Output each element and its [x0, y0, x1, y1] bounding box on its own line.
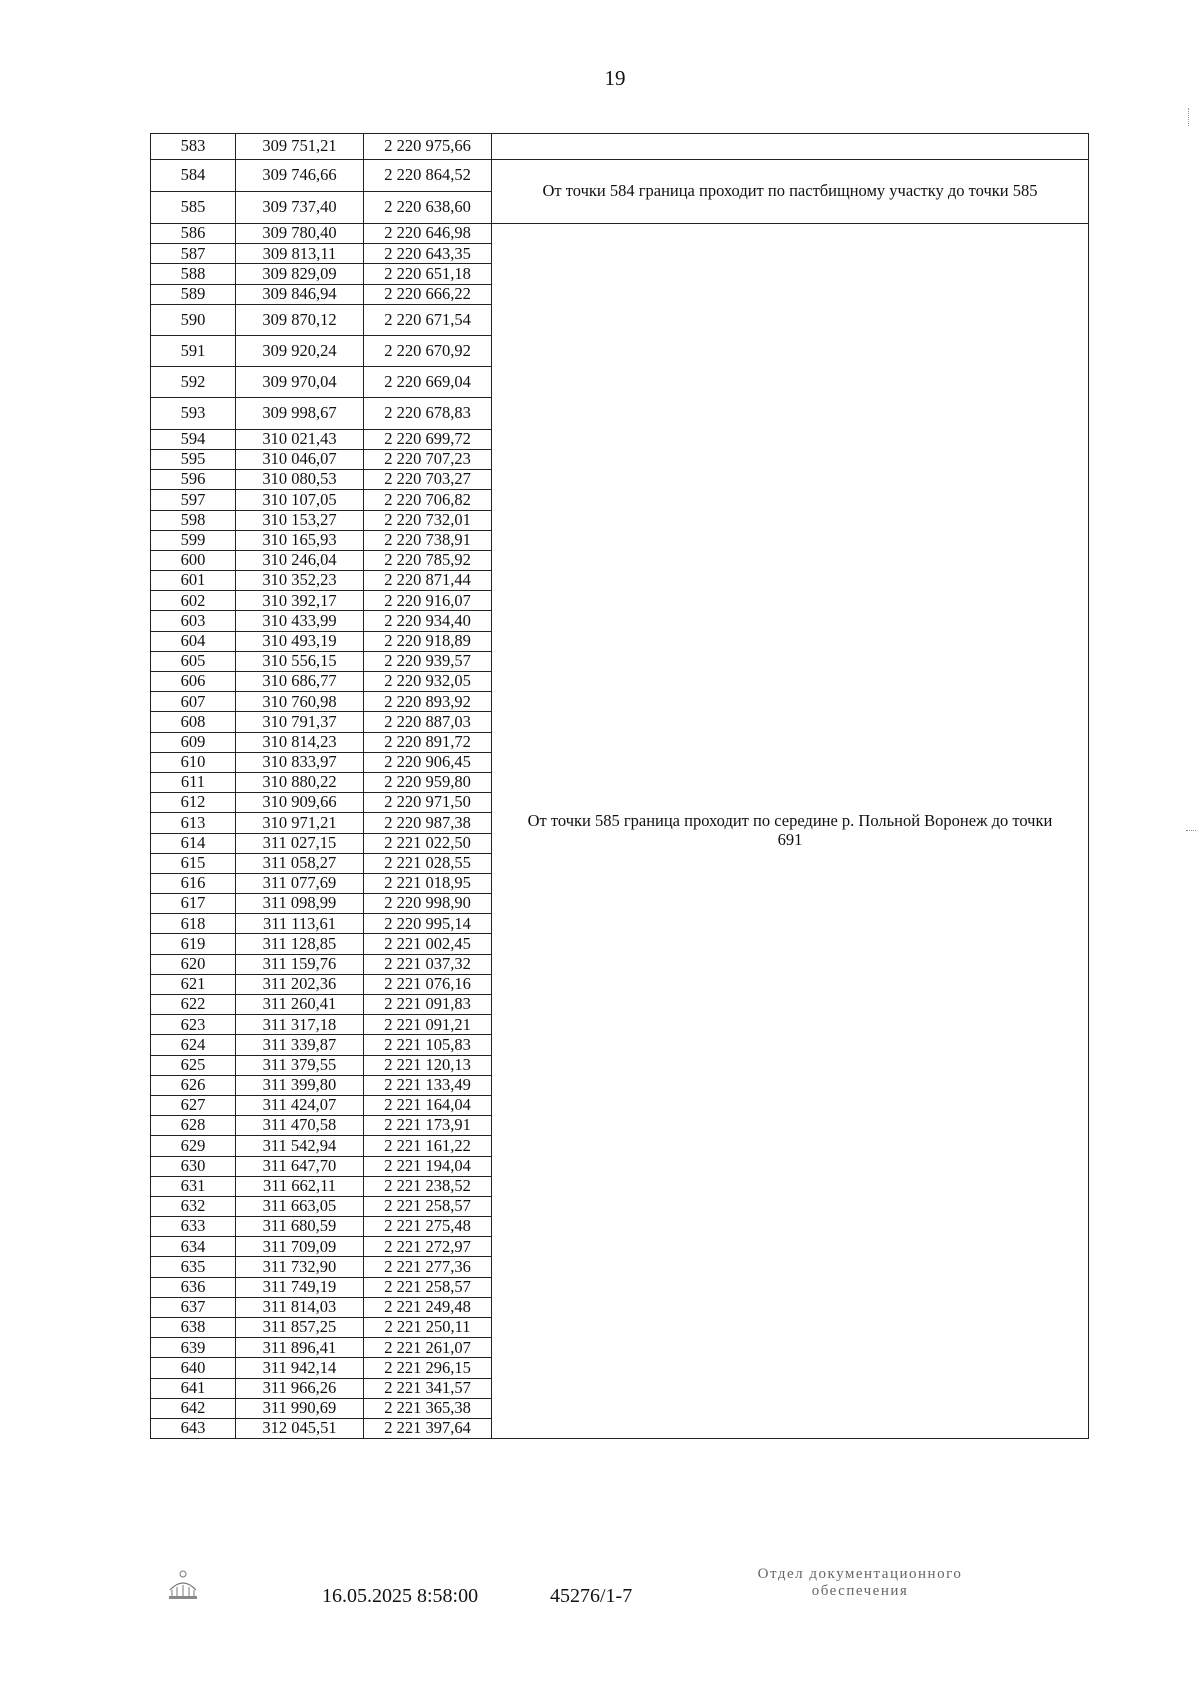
x-coordinate-cell: 311 749,19: [236, 1277, 364, 1297]
x-coordinate-cell: 310 971,21: [236, 813, 364, 833]
y-coordinate-cell: 2 220 998,90: [364, 894, 492, 914]
x-coordinate-cell: 310 107,05: [236, 490, 364, 510]
point-number-cell: 584: [151, 160, 236, 192]
y-coordinate-cell: 2 220 959,80: [364, 772, 492, 792]
x-coordinate-cell: 310 760,98: [236, 692, 364, 712]
y-coordinate-cell: 2 220 934,40: [364, 611, 492, 631]
y-coordinate-cell: 2 221 173,91: [364, 1116, 492, 1136]
point-number-cell: 614: [151, 833, 236, 853]
point-number-cell: 622: [151, 995, 236, 1015]
x-coordinate-cell: 310 833,97: [236, 752, 364, 772]
point-number-cell: 598: [151, 510, 236, 530]
table-row: [151, 160, 1089, 192]
x-coordinate-cell: 311 317,18: [236, 1015, 364, 1035]
y-coordinate-cell: 2 220 987,38: [364, 813, 492, 833]
point-number-cell: 620: [151, 954, 236, 974]
y-coordinate-cell: 2 221 161,22: [364, 1136, 492, 1156]
y-coordinate-cell: 2 220 893,92: [364, 692, 492, 712]
y-coordinate-cell: 2 221 105,83: [364, 1035, 492, 1055]
y-coordinate-cell: 2 221 028,55: [364, 853, 492, 873]
point-number-cell: 599: [151, 530, 236, 550]
footer-document-code: 45276/1-7: [550, 1585, 633, 1607]
point-number-cell: 591: [151, 335, 236, 366]
point-number-cell: 608: [151, 712, 236, 732]
y-coordinate-cell: 2 221 120,13: [364, 1055, 492, 1075]
point-number-cell: 593: [151, 397, 236, 429]
point-number-cell: 612: [151, 793, 236, 813]
point-number-cell: 624: [151, 1035, 236, 1055]
point-number-cell: 637: [151, 1297, 236, 1317]
x-coordinate-cell: 311 542,94: [236, 1136, 364, 1156]
y-coordinate-cell: 2 220 666,22: [364, 284, 492, 304]
y-coordinate-cell: 2 221 133,49: [364, 1075, 492, 1095]
point-number-cell: 607: [151, 692, 236, 712]
y-coordinate-cell: 2 221 261,07: [364, 1338, 492, 1358]
point-number-cell: 611: [151, 772, 236, 792]
x-coordinate-cell: 311 709,09: [236, 1237, 364, 1257]
x-coordinate-cell: 309 970,04: [236, 366, 364, 397]
y-coordinate-cell: 2 221 250,11: [364, 1318, 492, 1338]
point-number-cell: 594: [151, 429, 236, 449]
point-number-cell: 592: [151, 366, 236, 397]
x-coordinate-cell: 310 880,22: [236, 772, 364, 792]
x-coordinate-cell: 311 896,41: [236, 1338, 364, 1358]
point-number-cell: 587: [151, 244, 236, 264]
y-coordinate-cell: 2 220 891,72: [364, 732, 492, 752]
x-coordinate-cell: 310 165,93: [236, 530, 364, 550]
y-coordinate-cell: 2 220 971,50: [364, 793, 492, 813]
x-coordinate-cell: 310 791,37: [236, 712, 364, 732]
x-coordinate-cell: 311 339,87: [236, 1035, 364, 1055]
x-coordinate-cell: 310 352,23: [236, 571, 364, 591]
point-number-cell: 609: [151, 732, 236, 752]
y-coordinate-cell: 2 220 975,66: [364, 134, 492, 160]
page-number: 19: [604, 66, 626, 90]
point-number-cell: 583: [151, 134, 236, 160]
point-number-cell: 635: [151, 1257, 236, 1277]
point-number-cell: 610: [151, 752, 236, 772]
point-number-cell: 602: [151, 591, 236, 611]
x-coordinate-cell: 311 857,25: [236, 1318, 364, 1338]
stamp-line-1: Отдел документационного: [757, 1566, 963, 1582]
point-number-cell: 641: [151, 1378, 236, 1398]
y-coordinate-cell: 2 220 707,23: [364, 449, 492, 469]
x-coordinate-cell: 311 647,70: [236, 1156, 364, 1176]
y-coordinate-cell: 2 220 638,60: [364, 192, 492, 224]
x-coordinate-cell: 309 746,66: [236, 160, 364, 192]
x-coordinate-cell: 311 058,27: [236, 853, 364, 873]
y-coordinate-cell: 2 221 037,32: [364, 954, 492, 974]
y-coordinate-cell: 2 220 643,35: [364, 244, 492, 264]
point-number-cell: 636: [151, 1277, 236, 1297]
y-coordinate-cell: 2 220 932,05: [364, 672, 492, 692]
point-number-cell: 588: [151, 264, 236, 284]
x-coordinate-cell: 310 909,66: [236, 793, 364, 813]
y-coordinate-cell: 2 220 732,01: [364, 510, 492, 530]
point-number-cell: 595: [151, 449, 236, 469]
point-number-cell: 596: [151, 470, 236, 490]
x-coordinate-cell: 310 246,04: [236, 550, 364, 570]
y-coordinate-cell: 2 221 091,21: [364, 1015, 492, 1035]
y-coordinate-cell: 2 220 738,91: [364, 530, 492, 550]
x-coordinate-cell: 309 737,40: [236, 192, 364, 224]
description-cell-empty: [492, 134, 1089, 160]
x-coordinate-cell: 311 379,55: [236, 1055, 364, 1075]
y-coordinate-cell: 2 220 669,04: [364, 366, 492, 397]
x-coordinate-cell: 311 260,41: [236, 995, 364, 1015]
point-number-cell: 616: [151, 873, 236, 893]
table-row: [151, 224, 1089, 244]
y-coordinate-cell: 2 221 091,83: [364, 995, 492, 1015]
y-coordinate-cell: 2 221 018,95: [364, 873, 492, 893]
x-coordinate-cell: 311 159,76: [236, 954, 364, 974]
margin-scan-mark: [1188, 108, 1195, 126]
description-cell: От точки 584 граница проходит по пастбищному участку до точки 585: [492, 160, 1089, 224]
x-coordinate-cell: 311 027,15: [236, 833, 364, 853]
y-coordinate-cell: 2 220 785,92: [364, 550, 492, 570]
y-coordinate-cell: 2 220 918,89: [364, 631, 492, 651]
y-coordinate-cell: 2 221 164,04: [364, 1095, 492, 1115]
point-number-cell: 613: [151, 813, 236, 833]
x-coordinate-cell: 310 433,99: [236, 611, 364, 631]
x-coordinate-cell: 309 998,67: [236, 397, 364, 429]
x-coordinate-cell: 311 814,03: [236, 1297, 364, 1317]
point-number-cell: 642: [151, 1398, 236, 1418]
x-coordinate-cell: 311 113,61: [236, 914, 364, 934]
point-number-cell: 589: [151, 284, 236, 304]
y-coordinate-cell: 2 220 670,92: [364, 335, 492, 366]
point-number-cell: 615: [151, 853, 236, 873]
y-coordinate-cell: 2 220 871,44: [364, 571, 492, 591]
x-coordinate-cell: 310 392,17: [236, 591, 364, 611]
y-coordinate-cell: 2 221 076,16: [364, 974, 492, 994]
stamp-line-2: обеспечения: [811, 1583, 909, 1600]
point-number-cell: 626: [151, 1075, 236, 1095]
point-number-cell: 604: [151, 631, 236, 651]
y-coordinate-cell: 2 221 249,48: [364, 1297, 492, 1317]
department-stamp: [700, 1566, 1020, 1601]
y-coordinate-cell: 2 220 703,27: [364, 470, 492, 490]
x-coordinate-cell: 311 470,58: [236, 1116, 364, 1136]
point-number-cell: 621: [151, 974, 236, 994]
point-number-cell: 619: [151, 934, 236, 954]
y-coordinate-cell: 2 221 272,97: [364, 1237, 492, 1257]
x-coordinate-cell: 311 732,90: [236, 1257, 364, 1277]
x-coordinate-cell: 311 990,69: [236, 1398, 364, 1418]
y-coordinate-cell: 2 220 706,82: [364, 490, 492, 510]
x-coordinate-cell: 311 202,36: [236, 974, 364, 994]
y-coordinate-cell: 2 220 651,18: [364, 264, 492, 284]
y-coordinate-cell: 2 221 258,57: [364, 1277, 492, 1297]
y-coordinate-cell: 2 221 194,04: [364, 1156, 492, 1176]
x-coordinate-cell: 309 920,24: [236, 335, 364, 366]
x-coordinate-cell: 310 814,23: [236, 732, 364, 752]
y-coordinate-cell: 2 221 397,64: [364, 1418, 492, 1438]
y-coordinate-cell: 2 221 002,45: [364, 934, 492, 954]
point-number-cell: 638: [151, 1318, 236, 1338]
point-number-cell: 605: [151, 651, 236, 671]
point-number-cell: 601: [151, 571, 236, 591]
description-cell: От точки 585 граница проходит по середине р. Польной Воронеж до точки 691: [492, 224, 1089, 1439]
y-coordinate-cell: 2 220 916,07: [364, 591, 492, 611]
x-coordinate-cell: 311 966,26: [236, 1378, 364, 1398]
point-number-cell: 633: [151, 1217, 236, 1237]
y-coordinate-cell: 2 220 646,98: [364, 224, 492, 244]
point-number-cell: 606: [151, 672, 236, 692]
point-number-cell: 590: [151, 304, 236, 335]
x-coordinate-cell: 311 680,59: [236, 1217, 364, 1237]
y-coordinate-cell: 2 220 887,03: [364, 712, 492, 732]
x-coordinate-cell: 310 556,15: [236, 651, 364, 671]
y-coordinate-cell: 2 221 365,38: [364, 1398, 492, 1418]
x-coordinate-cell: 309 870,12: [236, 304, 364, 335]
y-coordinate-cell: 2 220 678,83: [364, 397, 492, 429]
table-row: [151, 134, 1089, 160]
x-coordinate-cell: 311 128,85: [236, 934, 364, 954]
x-coordinate-cell: 311 663,05: [236, 1196, 364, 1216]
x-coordinate-cell: 311 942,14: [236, 1358, 364, 1378]
point-number-cell: 634: [151, 1237, 236, 1257]
point-number-cell: 628: [151, 1116, 236, 1136]
point-number-cell: 639: [151, 1338, 236, 1358]
point-number-cell: 585: [151, 192, 236, 224]
x-coordinate-cell: 309 751,21: [236, 134, 364, 160]
y-coordinate-cell: 2 221 258,57: [364, 1196, 492, 1216]
x-coordinate-cell: 309 829,09: [236, 264, 364, 284]
point-number-cell: 617: [151, 894, 236, 914]
y-coordinate-cell: 2 221 296,15: [364, 1358, 492, 1378]
x-coordinate-cell: 309 780,40: [236, 224, 364, 244]
point-number-cell: 600: [151, 550, 236, 570]
y-coordinate-cell: 2 221 275,48: [364, 1217, 492, 1237]
x-coordinate-cell: 310 046,07: [236, 449, 364, 469]
point-number-cell: 603: [151, 611, 236, 631]
x-coordinate-cell: 310 153,27: [236, 510, 364, 530]
x-coordinate-cell: 312 045,51: [236, 1418, 364, 1438]
x-coordinate-cell: 310 686,77: [236, 672, 364, 692]
point-number-cell: 627: [151, 1095, 236, 1115]
footer-datetime: 16.05.2025 8:58:00: [322, 1585, 479, 1607]
x-coordinate-cell: 311 098,99: [236, 894, 364, 914]
office-logo-icon: [166, 1568, 200, 1607]
x-coordinate-cell: 311 077,69: [236, 873, 364, 893]
point-number-cell: 625: [151, 1055, 236, 1075]
y-coordinate-cell: 2 221 277,36: [364, 1257, 492, 1277]
x-coordinate-cell: 310 493,19: [236, 631, 364, 651]
x-coordinate-cell: 311 424,07: [236, 1095, 364, 1115]
coordinates-table: [150, 133, 1089, 1439]
x-coordinate-cell: 310 080,53: [236, 470, 364, 490]
x-coordinate-cell: 309 813,11: [236, 244, 364, 264]
x-coordinate-cell: 311 399,80: [236, 1075, 364, 1095]
y-coordinate-cell: 2 220 699,72: [364, 429, 492, 449]
y-coordinate-cell: 2 220 906,45: [364, 752, 492, 772]
point-number-cell: 631: [151, 1176, 236, 1196]
y-coordinate-cell: 2 221 022,50: [364, 833, 492, 853]
point-number-cell: 630: [151, 1156, 236, 1176]
point-number-cell: 597: [151, 490, 236, 510]
point-number-cell: 618: [151, 914, 236, 934]
x-coordinate-cell: 310 021,43: [236, 429, 364, 449]
y-coordinate-cell: 2 220 864,52: [364, 160, 492, 192]
point-number-cell: 586: [151, 224, 236, 244]
x-coordinate-cell: 309 846,94: [236, 284, 364, 304]
y-coordinate-cell: 2 220 995,14: [364, 914, 492, 934]
point-number-cell: 632: [151, 1196, 236, 1216]
y-coordinate-cell: 2 221 238,52: [364, 1176, 492, 1196]
y-coordinate-cell: 2 220 671,54: [364, 304, 492, 335]
point-number-cell: 640: [151, 1358, 236, 1378]
margin-scan-mark: [1186, 830, 1196, 832]
point-number-cell: 629: [151, 1136, 236, 1156]
coordinates-table-body: [151, 134, 1089, 1439]
x-coordinate-cell: 311 662,11: [236, 1176, 364, 1196]
point-number-cell: 643: [151, 1418, 236, 1438]
y-coordinate-cell: 2 220 939,57: [364, 651, 492, 671]
y-coordinate-cell: 2 221 341,57: [364, 1378, 492, 1398]
point-number-cell: 623: [151, 1015, 236, 1035]
